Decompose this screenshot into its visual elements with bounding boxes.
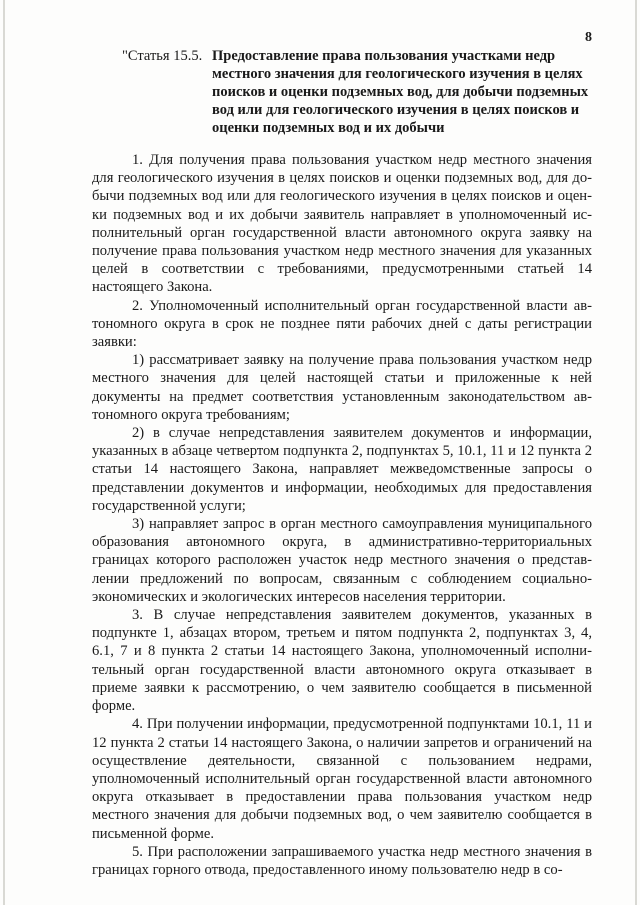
article-title: Предоставление права пользования участками недр местного значения для геологического изучения в целях поисков и оценки подземных вод, для добычи подземных вод или для геологического изучения в целях поисков и оценки подземных вод и их добычи [212,48,589,136]
article-number: "Статья 15.5. [122,48,203,64]
paragraph-point-5: 5. При расположении запрашиваемого участка недр местного значения в границах горного отвода, предоставленного иному пользователю недр в со- [92,843,592,878]
paragraph-subpoint-2: 2) в случае непредставления заявителем документов и информации, указанных в абзаце четвертом подпункта 2, подпунктах 5, 10.1, 11 и 12 пункта 2 статьи 14 настоящего Закона, направляет межведомственные запросы о представлении документов и информации, необходимых для предоставления государственной услуги; [92,425,592,514]
paragraph-point-1: 1. Для получения права пользования участком недр местного значения для геологического изучения в целях поисков и оценки подземных вод, для добычи подземных вод или для геологического изучения в целях поисков и оценки подземных вод и их добычи заявитель направляет в уполномоченный исполнительный орган государственной власти автономного округа заявку на получение права пользования участком недр местного значения для указанных целей в соответствии с требованиями, предусмотренными статьей 14 настоящего Закона. [92,152,592,296]
paragraph-point-2: 2. Уполномоченный исполнительный орган государственной власти автономного округа в срок не позднее пяти рабочих дней с даты регистрации заявки: [92,297,592,351]
scan-edge-left [3,0,5,905]
scan-edge-right [635,0,637,905]
article-body [92,151,592,879]
paragraph-point-3: 3. В случае непредставления заявителем документов, указанных в подпункте 1, абзацах втором, третьем и пятом подпункта 2, подпунктах 3, 4, 6.1, 7 и 8 пункта 2 статьи 14 настоящего Закона, уполномоченный исполнительный орган государственной власти автономного округа отказывает в приеме заявки к рассмотрению, о чем заявителю сообщается в письменной форме. [92,607,592,715]
paragraph-subpoint-3: 3) направляет запрос в орган местного самоуправления муниципального образования автономного округа, в административно-территориальных границах которого расположен участок недр местного значения о представлении предложений по вопросам, связанным с соблюдением социально-экономических и экологических интересов населения территории. [92,516,592,605]
paragraph-subpoint-1: 1) рассматривает заявку на получение права пользования участком недр местного значения для целей настоящей статьи и приложенные к ней документы на предмет соответствия установленным законодательством автономного округа требованиям; [92,352,592,423]
page-number: 8 [585,30,592,45]
paragraph-point-4: 4. При получении информации, предусмотренной подпунктами 10.1, 11 и 12 пункта 2 статьи 14 настоящего Закона, о наличии запретов и ограничений на осуществление деятельности, связанной с пользованием недрами, уполномоченный исполнительный орган государственной власти автономного округа отказывает в предоставлении права пользования участком недр местного значения для добычи подземных вод, о чем заявителю сообщается в письменной форме. [92,716,592,842]
